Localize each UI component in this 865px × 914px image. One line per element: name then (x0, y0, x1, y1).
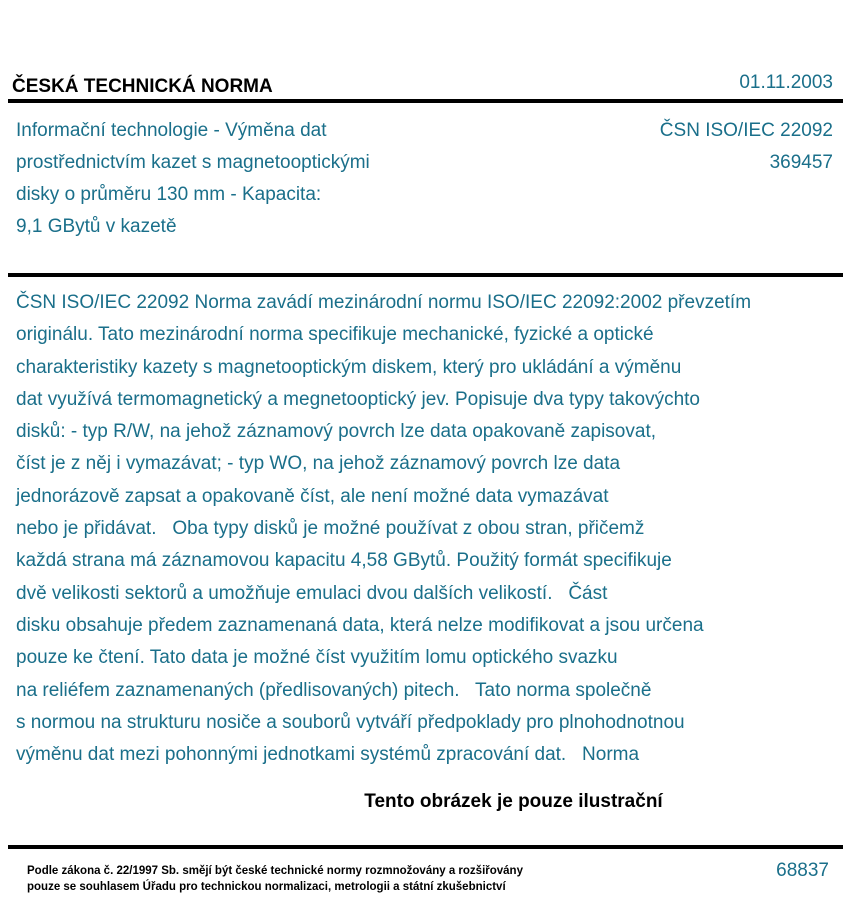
annotation-line: dvě velikosti sektorů a umožňuje emulaci dvou dalších velikostí. Část (16, 582, 608, 604)
header-divider (8, 99, 843, 103)
footer-divider (8, 845, 843, 849)
copyright-notice-line: Podle zákona č. 22/1997 Sb. smějí být české technické normy rozmnožovány a rozšiřovány (27, 865, 523, 877)
annotation-line: nebo je přidávat. Oba typy disků je možné používat z obou stran, přičemž (16, 518, 645, 540)
standard-title (16, 115, 446, 243)
copyright-notice (27, 863, 523, 895)
illustration-notice-text: Tento obrázek je pouze ilustrační (364, 791, 663, 812)
annotation-line: dat využívá termomagnetický a megnetooptický jev. Popisuje dva typy takovýchto (16, 388, 700, 410)
document-header-title: ČESKÁ TECHNICKÁ NORMA (12, 76, 273, 97)
standard-title-line: Informační technologie - Výměna dat (16, 120, 327, 141)
annotation-line: číst je z něj i vymazávat; - typ WO, na jehož záznamový povrch lze data (16, 453, 621, 475)
standard-annotation (16, 287, 856, 771)
annotation-line: každá strana má záznamovou kapacitu 4,58 GBytů. Použitý formát specifikuje (16, 550, 672, 572)
standard-title-line: prostřednictvím kazet s magnetooptickými (16, 152, 370, 173)
standard-number: ČSN ISO/IEC 22092 (659, 120, 833, 141)
document-id-number: 68837 (776, 860, 829, 881)
annotation-line: disků: - typ R/W, na jehož záznamový povrch lze data opakovaně zapisovat, (16, 421, 656, 443)
publication-date: 01.11.2003 (739, 72, 833, 93)
title-divider (8, 273, 843, 277)
illustration-notice (0, 791, 865, 813)
annotation-line: pouze ke čtení. Tato data je možné číst využitím lomu optického svazku (16, 647, 618, 669)
annotation-line: disku obsahuje předem zaznamenaná data, která nelze modifikovat a jsou určena (16, 614, 704, 636)
annotation-line: s normou na strukturu nosiče a souborů vytváří předpoklady pro plnohodnotnou (16, 711, 685, 733)
annotation-line: ČSN ISO/IEC 22092 Norma zavádí mezinárodní normu ISO/IEC 22092:2002 převzetím (16, 292, 752, 313)
annotation-line: výměnu dat mezi pohonnými jednotkami systémů zpracování dat. Norma (16, 744, 640, 766)
annotation-line: charakteristiky kazety s magnetooptickým diskem, který pro ukládání a výměnu (16, 356, 682, 378)
annotation-line: jednorázově zapsat a opakovaně číst, ale není možné data vymazávat (16, 485, 609, 507)
standard-classification-code: 369457 (769, 152, 833, 173)
copyright-notice-line: pouze se souhlasem Úřadu pro technickou normalizaci, metrologii a státní zkušebnictví (27, 881, 506, 893)
standard-title-line: disky o průměru 130 mm - Kapacita: (16, 184, 322, 205)
annotation-line: originálu. Tato mezinárodní norma specifikuje mechanické, fyzické a optické (16, 324, 654, 346)
annotation-line: na reliéfem zaznamenaných (předlisovaných) pitech. Tato norma společně (16, 679, 652, 701)
standard-title-line: 9,1 GBytů v kazetě (16, 216, 177, 237)
